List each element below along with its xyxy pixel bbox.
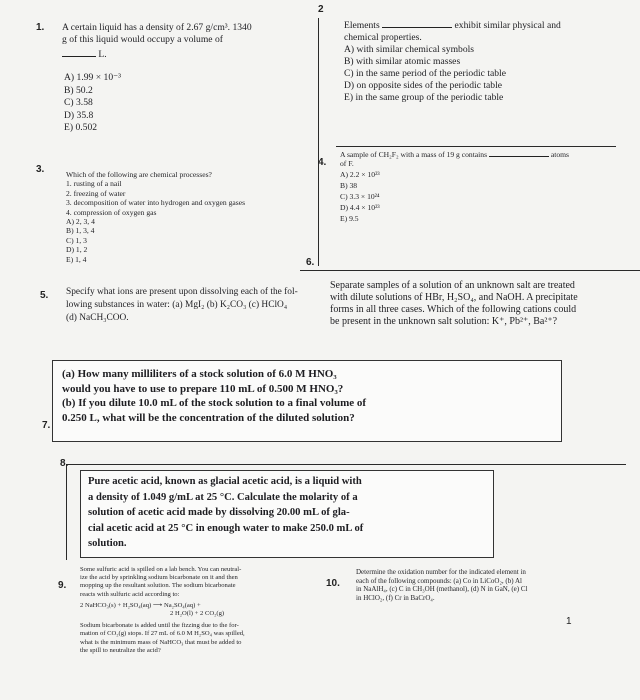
question-9-line8: the spill to neutralize the acid? (80, 646, 161, 654)
question-10-line4: in HClO₂, (f) Cr in BaCrO₄. (356, 593, 435, 602)
option-a: A) 2.2 × 10²³ (340, 169, 380, 179)
question-9-line5: Sodium bicarbonate is added until the fizzing due to the for- (80, 622, 239, 630)
question-4-options (340, 169, 630, 224)
option-a: A) 1.99 × 10⁻³ (64, 72, 122, 83)
section-rule (300, 270, 640, 271)
option-e: E) 9.5 (340, 213, 359, 223)
answer-blank (382, 27, 452, 28)
question-1-blank-row (62, 49, 312, 61)
question-5-line3: (d) NaCH₃COO. (66, 313, 129, 323)
question-2-stem-end: exhibit similar physical and (454, 20, 561, 31)
question-1-line1: A certain liquid has a density of 2.67 g/cm³. 1340 (62, 22, 252, 33)
question-9-equation-line2: 2 H₂O(l) + 2 CO₂(g) (170, 610, 225, 618)
question-8-line2: a density of 1.049 g/mL at 25 °C. Calculate the molarity of a (88, 491, 358, 503)
option-d: D) 1, 2 (66, 245, 88, 255)
question-8-line4: cial acetic acid at 25 °C in enough water to make 250.0 mL of (88, 522, 364, 534)
question-5-number: 5. (40, 290, 49, 301)
question-8-line5: solution. (88, 538, 127, 549)
q8-left-rule (66, 464, 67, 560)
question-1-options (64, 72, 121, 135)
question-1-unit: L. (98, 49, 107, 60)
question-9-line6: mation of CO₂(g) stops. If 27 mL of 6.0 M H₂SO₄ was spilled, (80, 630, 245, 638)
question-8-line3: solution of acetic acid made by dissolving 20.00 mL of gla- (88, 507, 350, 518)
question-8 (88, 474, 492, 552)
question-10-number: 10. (326, 578, 340, 589)
answer-blank (489, 156, 549, 157)
question-8-line1: Pure acetic acid, known as glacial acetic acid, is a liquid with (88, 476, 362, 487)
question-5-line1: Specify what ions are present upon dissolving each of the fol- (66, 287, 298, 297)
question-9-equation-line1: 2 NaHCO₃(s) + H₂SO₄(aq) ⟶ Na₂SO₄(aq) + (80, 601, 201, 609)
question-4-stem-line1 (340, 150, 630, 159)
question-3-item-1: 1. rusting of a nail (66, 179, 122, 189)
option-c: C) in the same period of the periodic table (344, 68, 506, 79)
column-divider (318, 18, 319, 266)
question-9-number: 9. (58, 580, 67, 591)
option-b: B) 50.2 (64, 84, 93, 96)
question-4-number: 4. (318, 157, 327, 168)
question-8-number: 8. (60, 458, 69, 469)
question-3-item-2: 2. freezing of water (66, 188, 126, 198)
question-9-line7: what is the minimum mass of NaHCO₃ that must be added to (80, 638, 242, 646)
question-10-line2: each of the following compounds: (a) Co in LiCoO₂, (b) Al (356, 576, 522, 585)
option-c: C) 3.58 (64, 97, 93, 109)
question-6-line3: forms in all three cases. Which of the following cations could (330, 304, 577, 315)
question-7-line1: (a) How many milliliters of a stock solution of 6.0 M HNO₃ (62, 368, 337, 380)
question-1-line2: g of this liquid would occupy a volume of (62, 34, 223, 45)
question-6-line2: with dilute solutions of HBr, H₂SO₄, and NaOH. A precipitate (330, 292, 578, 303)
question-10 (356, 568, 632, 602)
option-c: C) 1, 3 (66, 235, 87, 245)
question-1-number: 1. (36, 22, 45, 33)
question-6-line4: be present in the unknown salt solution: K⁺, Pb²⁺, Ba²⁺? (330, 316, 558, 327)
question-9-line2: ize the acid by sprinkling sodium bicarbonate on it and then (80, 574, 238, 582)
question-2-stem-line2: chemical properties. (344, 32, 422, 43)
question-7-line3: (b) If you dilute 10.0 mL of the stock solution to a final volume of (62, 397, 367, 409)
option-a: A) 2, 3, 4 (66, 217, 95, 227)
page-number: 2 (318, 4, 324, 15)
option-e: E) in the same group of the periodic table (344, 92, 504, 103)
question-9 (80, 566, 328, 655)
question-10-line1: Determine the oxidation number for the indicated element in (356, 568, 526, 576)
question-7-line4: 0.250 L, what will be the concentration of the diluted solution? (62, 411, 355, 424)
question-6 (330, 280, 630, 328)
question-2-stem-start: Elements (344, 20, 380, 31)
option-d: D) on opposite sides of the periodic table (344, 80, 502, 91)
option-b: B) 38 (340, 180, 358, 190)
question-4-stem-end: atoms (550, 150, 569, 159)
question-9-line4: reacts with sulfuric acid according to: (80, 590, 180, 598)
question-7-line2: would you have to use to prepare 110 mL of 0.500 M HNO₃? (62, 382, 344, 395)
option-a: A) with similar chemical symbols (344, 44, 475, 55)
option-c: C) 3.3 × 10²⁴ (340, 191, 380, 201)
question-4 (340, 150, 630, 224)
option-d: D) 4.4 × 10²³ (340, 202, 380, 212)
question-3-item-3: 3. decomposition of water into hydrogen and oxygen gases (66, 198, 246, 208)
question-7-number: 7. (42, 420, 51, 431)
answer-blank (62, 56, 96, 57)
footer-page-number: 1 (566, 616, 572, 627)
question-7 (62, 367, 562, 425)
question-5-line2: lowing substances in water: (a) MgI₂ (b) K₂CO₃ (c) HClO₄ (66, 300, 288, 310)
question-3-options (66, 217, 316, 264)
question-4-rule (336, 146, 616, 147)
option-e: E) 1, 4 (66, 254, 87, 264)
question-9-line3: mopping up the resultant solution. The sodium bicarbonate (80, 582, 236, 590)
question-6-line1: Separate samples of a solution of an unknown salt are treated (330, 280, 575, 291)
question-2-options (344, 44, 634, 104)
question-3-item-4: 4. compression of oxygen gas (66, 207, 157, 217)
question-6-number: 6. (306, 257, 315, 268)
question-5 (66, 286, 316, 325)
option-d: D) 35.8 (64, 109, 94, 121)
option-e: E) 0.502 (64, 122, 98, 134)
question-10-line3: in NaAlH₄, (c) C in CH₃OH (methanol), (d) N in GaN, (e) Cl (356, 585, 528, 594)
question-4-stem-line2: of F. (340, 159, 354, 169)
q8-top-rule (66, 464, 626, 465)
question-3 (66, 170, 316, 264)
question-3-number: 3. (36, 164, 45, 175)
option-b: B) 1, 3, 4 (66, 226, 95, 236)
question-2 (344, 20, 634, 104)
question-9-line1: Some sulfuric acid is spilled on a lab bench. You can neutral- (80, 566, 242, 573)
question-3-stem: Which of the following are chemical processes? (66, 170, 212, 179)
question-1-stem (62, 22, 312, 61)
question-4-stem-start: A sample of CH₂F₂ with a mass of 19 g contains (340, 150, 488, 159)
option-b: B) with similar atomic masses (344, 56, 461, 67)
question-2-stem-line1 (344, 20, 634, 32)
